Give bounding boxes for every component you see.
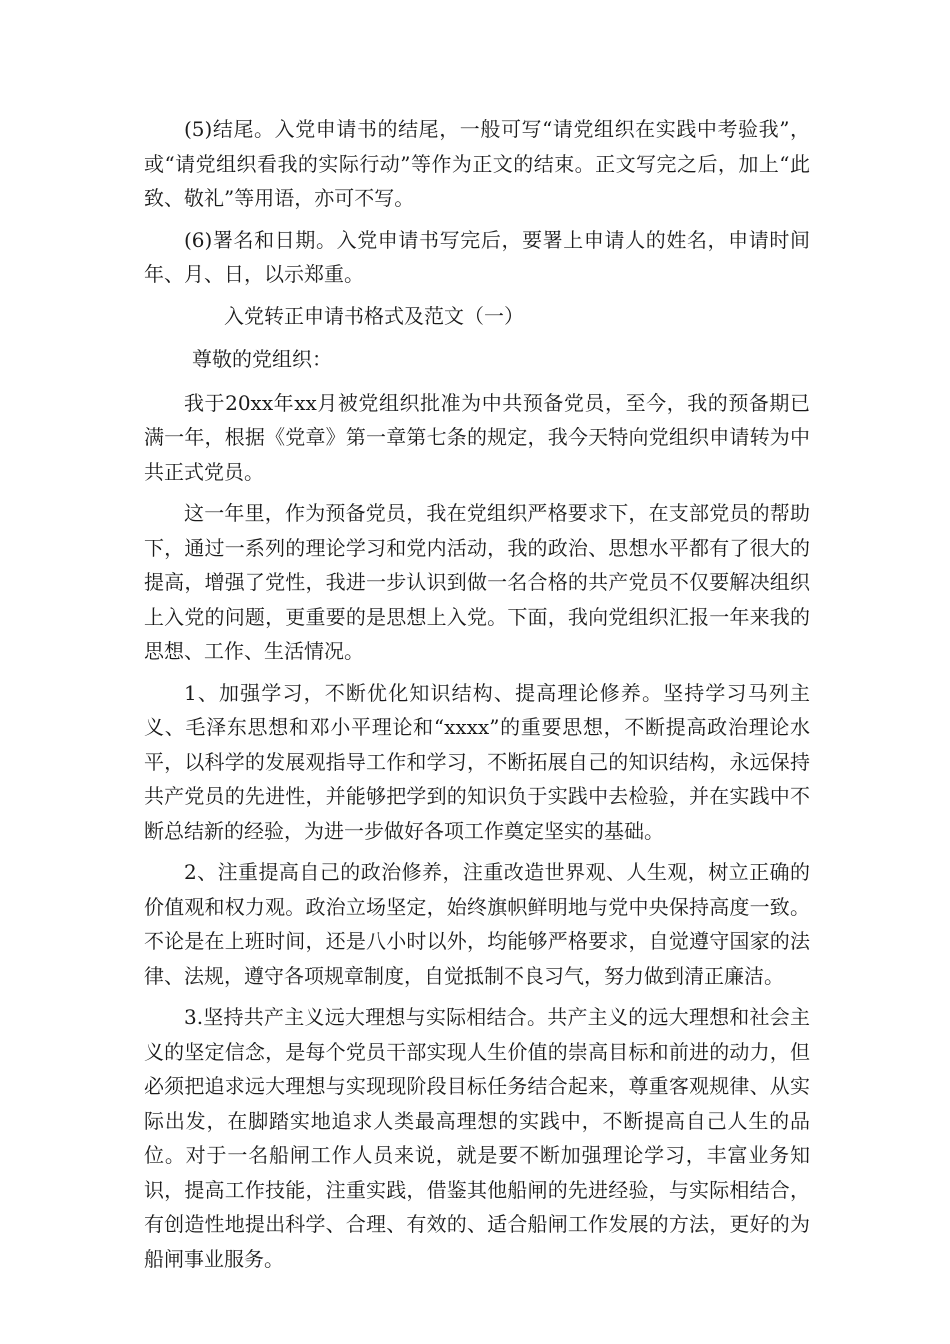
document-body	[144, 112, 810, 1283]
paragraph-year-summary: 这一年里，作为预备党员，我在党组织严格要求下，在支部党员的帮助下，通过一系列的理论学习和党内活动，我的政治、思想水平都有了很大的提高，增强了党性，我进一步认识到做一名合格的共产党员不仅要解决组织上入党的问题，更重要的是思想上入党。下面，我向党组织汇报一年来我的思想、工作、生活情况。	[144, 501, 810, 663]
paragraph-point-1: 1、加强学习，不断优化知识结构、提高理论修养。坚持学习马列主义、毛泽东思想和邓小平理论和“xxxx”的重要思想，不断提高政治理论水平，以科学的发展观指导工作和学习，不断拓展自己的知识结构，永远保持共产党员的先进性，并能够把学到的知识负于实践中去检验，并在实践中不断总结新的经验，为进一步做好各项工作奠定坚实的基础。	[144, 680, 810, 843]
section-heading: 入党转正申请书格式及范文（一）	[224, 303, 524, 328]
paragraph-point-2: 2、注重提高自己的政治修养，注重改造世界观、人生观，树立正确的价值观和权力观。政治立场坚定，始终旗帜鲜明地与党中央保持高度一致。不论是在上班时间，还是八小时以外，均能够严格要求，自觉遵守国家的法律、法规，遵守各项规章制度，自觉抵制不良习气，努力做到清正廉洁。	[144, 860, 810, 988]
salutation: 尊敬的党组织：	[192, 347, 332, 371]
paragraph-intro: 我于20xx年xx月被党组织批准为中共预备党员，至今，我的预备期已满一年，根据《党章》第一章第七条的规定，我今天特向党组织申请转为中共正式党员。	[144, 390, 810, 484]
paragraph-point-3: 3.坚持共产主义远大理想与实际相结合。共产主义的远大理想和社会主义的坚定信念，是每个党员干部实现人生价值的崇高目标和前进的动力，但必须把追求远大理想与实现现阶段目标任务结合起来，尊重客观规律、从实际出发，在脚踏实地追求人类最高理想的实践中，不断提高自己人生的品位。对于一名船闸工作人员来说，就是要不断加强理论学习，丰富业务知识，提高工作技能，注重实践，借鉴其他船闸的先进经验，与实际相结合，有创造性地提出科学、合理、有效的、适合船闸工作发展的方法，更好的为船闸事业服务。	[144, 1005, 810, 1271]
paragraph-closing-section: (5)结尾。入党申请书的结尾，一般可写“请党组织在实践中考验我”，或“请党组织看我的实际行动”等作为正文的结束。正文写完之后，加上“此致、敬礼”等用语，亦可不写。	[144, 117, 810, 210]
paragraph-signature-section: (6)署名和日期。入党申请书写完后，要署上申请人的姓名，申请时间年、月、日，以示郑重。	[144, 227, 810, 286]
